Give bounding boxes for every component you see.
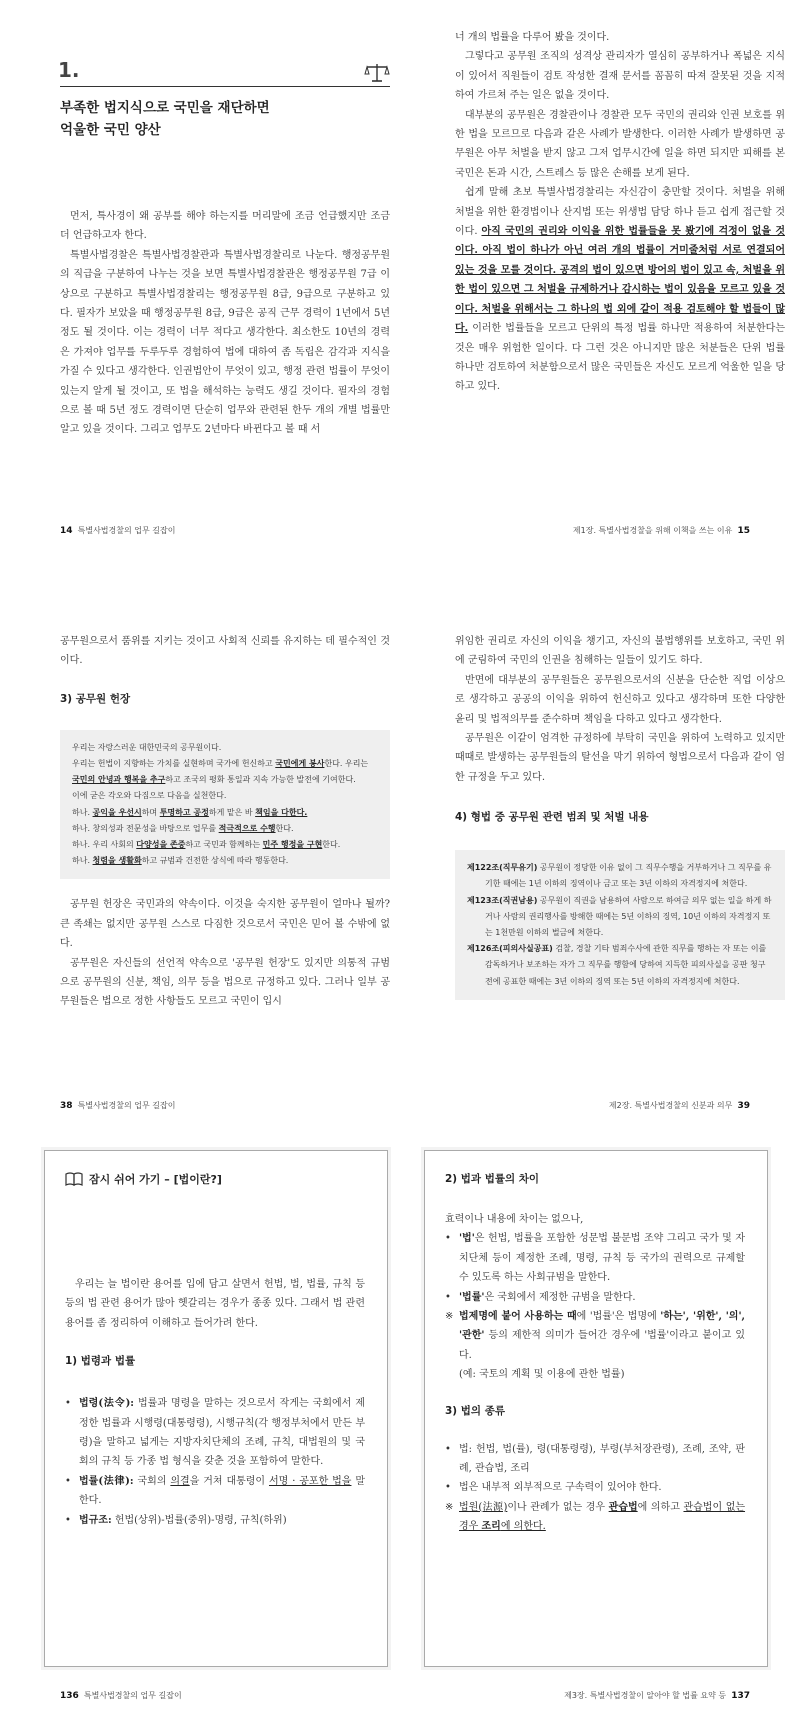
body-text xyxy=(60,207,390,440)
chapter-number: 1. xyxy=(58,58,80,82)
section-heading: 4) 형법 중 공무원 관련 범죄 및 처벌 내용 xyxy=(455,811,649,824)
page-number: 137 xyxy=(731,1691,750,1701)
book-icon xyxy=(65,1172,83,1186)
section-heading: 3) 공무원 헌장 xyxy=(60,692,131,705)
note-item: ※ 법제명에 붙어 사용하는 때에 '법률'은 법명에 '하는', '위한', '의', '관한' 등의 제한적 의미가 들어간 경우에 '법률'이라고 붙이고 있다. (예: 국토의 계획 및 이용에 관한 법률) xyxy=(445,1311,745,1381)
paragraph: 먼저, 특사경이 왜 공부를 해야 하는지를 머리말에 조금 언급했지만 조금 더 언급하고자 한다. xyxy=(60,211,390,242)
paragraph: 반면에 대부분의 공무원들은 공무원으로서의 신분을 단순한 직업 이상으로 생각하고 공공의 이익을 위하여 헌신하고 있다고 생각하며 또한 다양한 윤리 및 법적의무를 준수하며 책임을 다하고 있다고 생각한다. xyxy=(455,674,785,725)
note-item: ※ 법원(法源)이나 관례가 없는 경우 관습법에 의하고 관습법이 없는 경우 조리에 의한다. xyxy=(445,1501,746,1533)
page-number: 14 xyxy=(60,526,73,536)
paragraph: 그렇다고 공무원 조직의 성격상 관리자가 열심히 공부하거나 폭넓은 지식이 있어서 직원들이 검토 작성한 결재 문서를 꼼꼼히 따져 잘못된 것을 지적하여 가르쳐 주는 일은 없을 것이다. xyxy=(455,51,785,102)
chapter-title: 제3장. 특별사법경찰이 알아야 할 법률 요약 등 xyxy=(564,1691,727,1700)
law-item: 제122조(직무유기) 공무원이 정당한 이유 없이 그 직무수행을 거부하거나 그 직무를 유기한 때에는 1년 이하의 징역이나 금고 또는 3년 이하의 자격정지에 처한다. xyxy=(467,863,772,889)
spread-3 xyxy=(0,1140,810,1725)
chapter-title: 제2장. 특별사법경찰의 신분과 의무 xyxy=(608,1101,733,1110)
paragraph: 너 개의 법률을 다루어 봤을 것이다. xyxy=(455,32,610,43)
page-14 xyxy=(58,58,390,440)
paragraph: 공무원은 이같이 엄격한 규정하에 부탁히 국민을 위하여 노력하고 있지만 때때로 발생하는 공무원들의 탈선을 막기 위하여 형법으로서 다음과 같이 엄한 규정을 두고 있다. xyxy=(455,733,785,783)
paragraph: 공무원으로서 품위를 지키는 것이고 사회적 신뢰를 유지하는 데 필수적인 것이다. xyxy=(60,636,390,667)
chapter-header xyxy=(58,58,390,87)
spread-2 xyxy=(0,560,810,1140)
list-item: • '법률'은 국회에서 제정한 규범을 말한다. xyxy=(445,1291,636,1303)
page-number: 15 xyxy=(737,526,750,536)
page-number: 136 xyxy=(60,1691,79,1701)
list-item: • 법령(法令): 법률과 명령을 말하는 것으로서 작게는 국회에서 제정한 법률과 시행령(대통령령), 시행규칙(각 행정부처에서 만든 부령)을 말하고 넓게는 지방자치단체의 조례, 규칙, 대법원의 및 국회의 규칙 등 가종 법 형식을 갖춘 것을 포함하여 말한다. xyxy=(65,1398,365,1468)
example-text: (예: 국토의 계획 및 이용에 관한 법률) xyxy=(459,1369,625,1381)
charter-box: 우리는 자랑스러운 대한민국의 공무원이다. 우리는 헌법이 지향하는 가치를 실현하며 국가에 헌신하고 국민에게 봉사한다. 우리는 국민의 안녕과 행복을 추구하고 조국의 평화 통일과 지속 가능한 발전에 기여한다. 이에 굳은 각오와 다짐으로 다음을 실천한다. 하나. 공익을 우선시하며 투명하고 공정하게 맡은 바 책임을 다한다. 하나. 창의성과 전문성을 바탕으로 업무를 적극적으로 수행한다. 하나. 우리 사회의 다양성을 존중하고 국민과 함께하는 민주 행정을 구현한다. 하나. 청렴을 생활화하고 규범과 건전한 상식에 따라 행동한다. xyxy=(60,730,390,880)
paragraph: 위임한 권리로 자신의 이익을 챙기고, 자신의 불법행위를 보호하고, 국민 위에 군림하여 국민의 인권을 침해하는 일들이 있기도 하다. xyxy=(455,636,785,667)
page-39 xyxy=(455,632,785,1000)
difference-list xyxy=(445,1229,745,1384)
page-number: 38 xyxy=(60,1101,73,1111)
footer-right xyxy=(573,525,750,536)
footer-left xyxy=(60,1100,175,1111)
paragraph: 특별사법경찰은 특별사법경찰관과 특별사법경찰리로 나눈다. 행정공무원의 직급을 구분하여 나누는 것을 보면 특별사법경찰관은 행정공무원 7급 이상으로 구분하고 특별사법경찰리는 행정공무원 8급, 9급으로 구분하고 있다. 필자가 보았을 때 행정공무원 8급, 9급은 공직 근무 경력이 1년에서 5년 정도 될 것이다. 이는 경력이 너무 적다고 생각한다. 최소한도 10년의 경력은 가져야 업무를 두루두루 경험하여 법에 대하여 좀 독립은 감각과 지식을 가질 수 있다고 생각한다. 인권법안이 무엇이 있고, 행정 관련 법률이 무엇이 있는지 알게 될 것이고, 또 법을 해석하는 능력도 생길 것이다. 필자의 경험으로 볼 때 5년 정도 경력이면 단순히 업무와 관련된 한두 개의 개별 법률만 알고 있을 것이다. 그리고 업무도 2년마다 바뀐다고 볼 때 서 xyxy=(60,249,390,436)
list-item: • 법률(法律): 국회의 의결을 거쳐 대통령이 서명 · 공포한 법을 말한다. xyxy=(65,1475,366,1507)
paragraph: 공무원은 자신들의 선언적 약속으로 '공무원 헌장'도 있지만 의통적 규범으로 공무원의 신분, 책임, 의무 등을 법으로 규정하고 있다. 그러나 일부 공무원들은 법으로 정한 사항들도 모르고 국민이 입시 xyxy=(60,957,390,1008)
footer-right xyxy=(564,1690,750,1701)
book-title: 특별사법경찰의 업무 길잡이 xyxy=(77,526,176,535)
list-item: • 법: 헌법, 법(률), 령(대통령령), 부령(부처장관령), 조례, 조약, 판례, 관습법, 조리 xyxy=(445,1443,745,1475)
scales-icon xyxy=(364,62,390,84)
footer-right xyxy=(609,1100,750,1111)
section-heading: 2) 법과 법률의 차이 xyxy=(445,1173,540,1185)
definition-list xyxy=(65,1394,365,1530)
list-item: • 법규조: 헌법(상위)-법률(중위)-명령, 규칙(하위) xyxy=(65,1514,287,1526)
page-38 xyxy=(60,632,390,1012)
section-heading: 1) 법령과 법률 xyxy=(65,1355,136,1368)
list-item: • 법은 내부적 외부적으로 구속력이 있어야 한다. xyxy=(445,1482,662,1494)
list-item: • '법'은 헌법, 법률을 포함한 성문법 불문법 조약 그리고 국가 및 자치단체 등이 제정한 조례, 명령, 규칙 등 국가의 권력으로 규제할 수 있도록 하는 사회규범을 말한다. xyxy=(445,1233,745,1284)
page-number: 39 xyxy=(737,1101,750,1111)
info-box-right xyxy=(424,1150,768,1667)
footer-left xyxy=(60,525,175,536)
paragraph: 공무원 헌장은 국민과의 약속이다. 이것을 숙지한 공무원이 얼마나 될까? 큰 족쇄는 없지만 공무원 스스로 다짐한 것으로서 국민은 믿어 볼 수밖에 없다. xyxy=(60,899,390,950)
paragraph: 대부분의 공무원은 경찰관이나 경찰관 모두 국민의 권리와 인권 보호를 위한 법을 모르므로 다음과 같은 사례가 발생한다. 이러한 사례가 발생하면 공무원은 아무 처벌을 받지 않고 그저 업무시간에 일을 하면 되지만 피해를 본 국민은 돈과 시간, 스트레스 등 많은 손해를 보게 된다. xyxy=(455,109,785,179)
footer-left xyxy=(60,1690,182,1701)
paragraph: 우리는 늘 법이란 용어를 입에 담고 살면서 헌법, 법, 법률, 규칙 등등의 법 관련 용어가 많아 헷갈리는 경우가 종종 있다. 그래서 법 관련 용어를 좀 정리하여 이해하고 들어가려 한다. xyxy=(65,1279,365,1329)
box-title: 잠시 쉬어 가기 – [법이란?] xyxy=(89,1173,222,1186)
spread-1 xyxy=(0,0,810,560)
law-item: 제123조(직권남용) 공무원이 직권을 남용하여 사람으로 하여금 의무 없는 일을 하게 하거나 사람의 권리행사를 방해한 때에는 5년 이하의 징역, 10년 이하의 자격정지 또는 1천만원 이하의 벌금에 처한다. xyxy=(467,895,772,938)
section-heading: 3) 법의 종류 xyxy=(445,1404,505,1417)
page-15 xyxy=(455,28,785,397)
paragraph: 쉽게 말해 초보 특별사법경찰리는 자신감이 충만할 것이다. 처벌을 위해 처벌을 위한 환경법이나 산지법 또는 위생법 담당 하나 듣고 쉽게 접근할 것이다. 아직 국민의 권리와 이익을 위한 법률들을 못 봤기에 걱정이 없을 것이다. 아직 법이 하나가 아닌 여러 개의 법률이 거미줄처럼 서로 연결되어 있는 것을 모를 것이다. 공격의 법이 있으면 방어의 법이 있고 속, 처벌을 위한 법이 있으면 그 처벌을 규제하거나 감시하는 법이 있음을 모르고 있을 것이다. 처벌을 위해서는 그 하나의 법 외에 같이 적용 검토해야 할 법들이 많다. 이러한 법률들을 모르고 단위의 특정 법률 하나만 적용하여 처분한다는 것은 매우 위험한 일이다. 다 그런 것은 아니지만 많은 처분들은 단위 법률 하나만 검토하여 처분함으로서 많은 국민들은 자신도 모르게 억울한 일을 당하고 있다. xyxy=(455,187,785,393)
section-title: 부족한 법지식으로 국민을 재단하면 억울한 국민 양산 xyxy=(60,100,270,138)
chapter-title: 제1장. 특별사법경찰을 위해 이책을 쓰는 이유 xyxy=(572,526,733,535)
law-item: 제126조(피의사실공표) 검찰, 경찰 기타 범죄수사에 관한 직무를 행하는 자 또는 이를 감독하거나 보조하는 자가 그 직무를 행함에 당하여 지득한 피의사실을 공판 청구 전에 공표한 때에는 3년 이하의 징역 또는 5년 이하의 자격정지에 처한다. xyxy=(467,944,767,986)
info-box-left xyxy=(44,1150,388,1667)
law-box xyxy=(455,850,785,1000)
box-header xyxy=(65,1171,365,1187)
book-title: 특별사법경찰의 업무 길잡이 xyxy=(83,1691,182,1700)
types-list xyxy=(445,1440,745,1537)
underlined-text: 아직 국민의 권리와 이익을 위한 법률들을 못 봤기에 걱정이 없을 것이다. 아직 법이 하나가 아닌 여러 개의 법률이 거미줄처럼 서로 연결되어 있는 것을 모를 것이다. 공격의 법이 있으면 방어의 법이 있고 속, 처벌을 위한 법이 있으면 그 처벌을 규제하거나 감시하는 법이 있음을 모르고 있을 것이다. 처벌을 위해서는 그 하나의 법 외에 같이 적용 검토해야 할 법들이 많다. xyxy=(455,226,785,335)
book-title: 특별사법경찰의 업무 길잡이 xyxy=(77,1101,176,1110)
paragraph: 효력이나 내용에 차이는 없으나, xyxy=(445,1214,584,1225)
